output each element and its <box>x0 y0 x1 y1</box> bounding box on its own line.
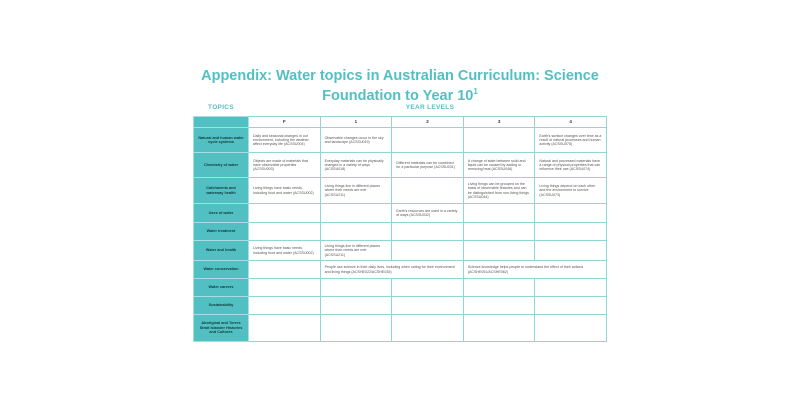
topic-water-treatment: Water treatment <box>194 223 249 241</box>
table-cell: Living things have basic needs, including food and water (ACSSU002) <box>249 178 321 204</box>
table-cell-span: Science knowledge helps people to understand the effect of their actions (ACSHE051/ACSHE062) <box>463 261 606 279</box>
table-cell <box>392 128 464 153</box>
table-cell: Living things have basic needs, including food and water (ACSSU002) <box>249 241 321 261</box>
table-cell: Living things live in different places where their needs are met (ACSSU211) <box>320 178 392 204</box>
table-cell: Observable changes occur in the sky and landscape (ACSSU019) <box>320 128 392 153</box>
table-cell <box>392 279 464 297</box>
table-cell <box>535 279 607 297</box>
table-row <box>194 279 607 297</box>
table-cell <box>463 241 535 261</box>
level-header-row <box>194 117 607 128</box>
table-cell <box>249 297 321 315</box>
topic-water-and-health: Water and health <box>194 241 249 261</box>
curriculum-table <box>193 116 607 342</box>
table-cell <box>392 178 464 204</box>
table-cell: Living things depend on each other and the environment to survive (ACSSU073) <box>535 178 607 204</box>
table-cell: Natural and processed materials have a range of physical properties that can influence their use (ACSSU074) <box>535 153 607 178</box>
table-cell <box>320 315 392 342</box>
topic-atsi-histories-cultures: Aboriginal and Torres Strait Islander Histories and Cultures <box>194 315 249 342</box>
table-cell <box>320 204 392 223</box>
table-row <box>194 178 607 204</box>
table-cell <box>392 223 464 241</box>
topic-water-careers: Water careers <box>194 279 249 297</box>
level-header-4: 4 <box>535 117 607 128</box>
table-cell <box>320 279 392 297</box>
table-cell: Living things can be grouped on the basis of observable features and can be distinguished from non-living things (ACSSU044) <box>463 178 535 204</box>
level-header-3: 3 <box>463 117 535 128</box>
table-cell <box>392 297 464 315</box>
level-header-1: 1 <box>320 117 392 128</box>
table-cell <box>392 315 464 342</box>
table-cell <box>463 315 535 342</box>
table-cell <box>463 223 535 241</box>
topic-natural-water-cycle: Natural and human water cycle systems <box>194 128 249 153</box>
year-levels-header: YEAR LEVELS <box>405 104 455 111</box>
table-cell: Daily and seasonal changes in our environment, including the weather affect everyday life (ACSSU004) <box>249 128 321 153</box>
table-cell <box>249 261 321 279</box>
table-row <box>194 223 607 241</box>
topic-catchments: Catchments and waterway health <box>194 178 249 204</box>
table-cell <box>320 297 392 315</box>
topic-water-conservation: Water conservation <box>194 261 249 279</box>
title-footnote-marker: 1 <box>473 87 478 96</box>
topic-sustainability: Sustainability <box>194 297 249 315</box>
table-cell <box>463 204 535 223</box>
table-cell <box>392 241 464 261</box>
table-cell <box>535 223 607 241</box>
level-header-f: F <box>249 117 321 128</box>
table-cell <box>320 223 392 241</box>
table-row <box>194 241 607 261</box>
table-cell: Everyday materials can be physically changed in a variety of ways (ACSSU018) <box>320 153 392 178</box>
table-cell: A change of state between solid and liquid can be caused by adding or removing heat (ACSSU046) <box>463 153 535 178</box>
table-cell: Living things live in different places where their needs are met (ACSSU211) <box>320 241 392 261</box>
title-line-1: Appendix: Water topics in Australian Curriculum: Science <box>201 68 599 84</box>
table-cell <box>249 204 321 223</box>
topic-uses-of-water: Uses of water <box>194 204 249 223</box>
table-cell <box>535 241 607 261</box>
table-row <box>194 315 607 342</box>
topic-chemistry-of-water: Chemistry of water <box>194 153 249 178</box>
table-cell <box>249 315 321 342</box>
table-cell: Earth's surface changes over time as a result of natural processes and human activity (ACSSU075) <box>535 128 607 153</box>
table-cell <box>463 297 535 315</box>
table-cell: Objects are made of materials that have observable properties (ACSSU003) <box>249 153 321 178</box>
page-title <box>160 68 640 104</box>
table-row <box>194 297 607 315</box>
table-cell <box>463 279 535 297</box>
table-cell: Earth's resources are used in a variety of ways (ACSSU032) <box>392 204 464 223</box>
table-cell <box>535 315 607 342</box>
title-line-2: Foundation to Year 10 <box>322 87 474 104</box>
table-cell: Different materials can be combined for a particular purpose (ACSSU031) <box>392 153 464 178</box>
table-cell <box>249 279 321 297</box>
table-cell <box>535 297 607 315</box>
level-header-2: 2 <box>392 117 464 128</box>
table-cell <box>463 128 535 153</box>
table-row <box>194 153 607 178</box>
topics-header: TOPICS <box>208 104 234 111</box>
table-row <box>194 128 607 153</box>
table-cell <box>249 223 321 241</box>
table-row <box>194 204 607 223</box>
corner-cell <box>194 117 249 128</box>
table-cell <box>535 204 607 223</box>
table-row <box>194 261 607 279</box>
table-cell-span: People use science in their daily lives, including when caring for their environment and living things (ACSHE022/ACSHE035) <box>320 261 463 279</box>
